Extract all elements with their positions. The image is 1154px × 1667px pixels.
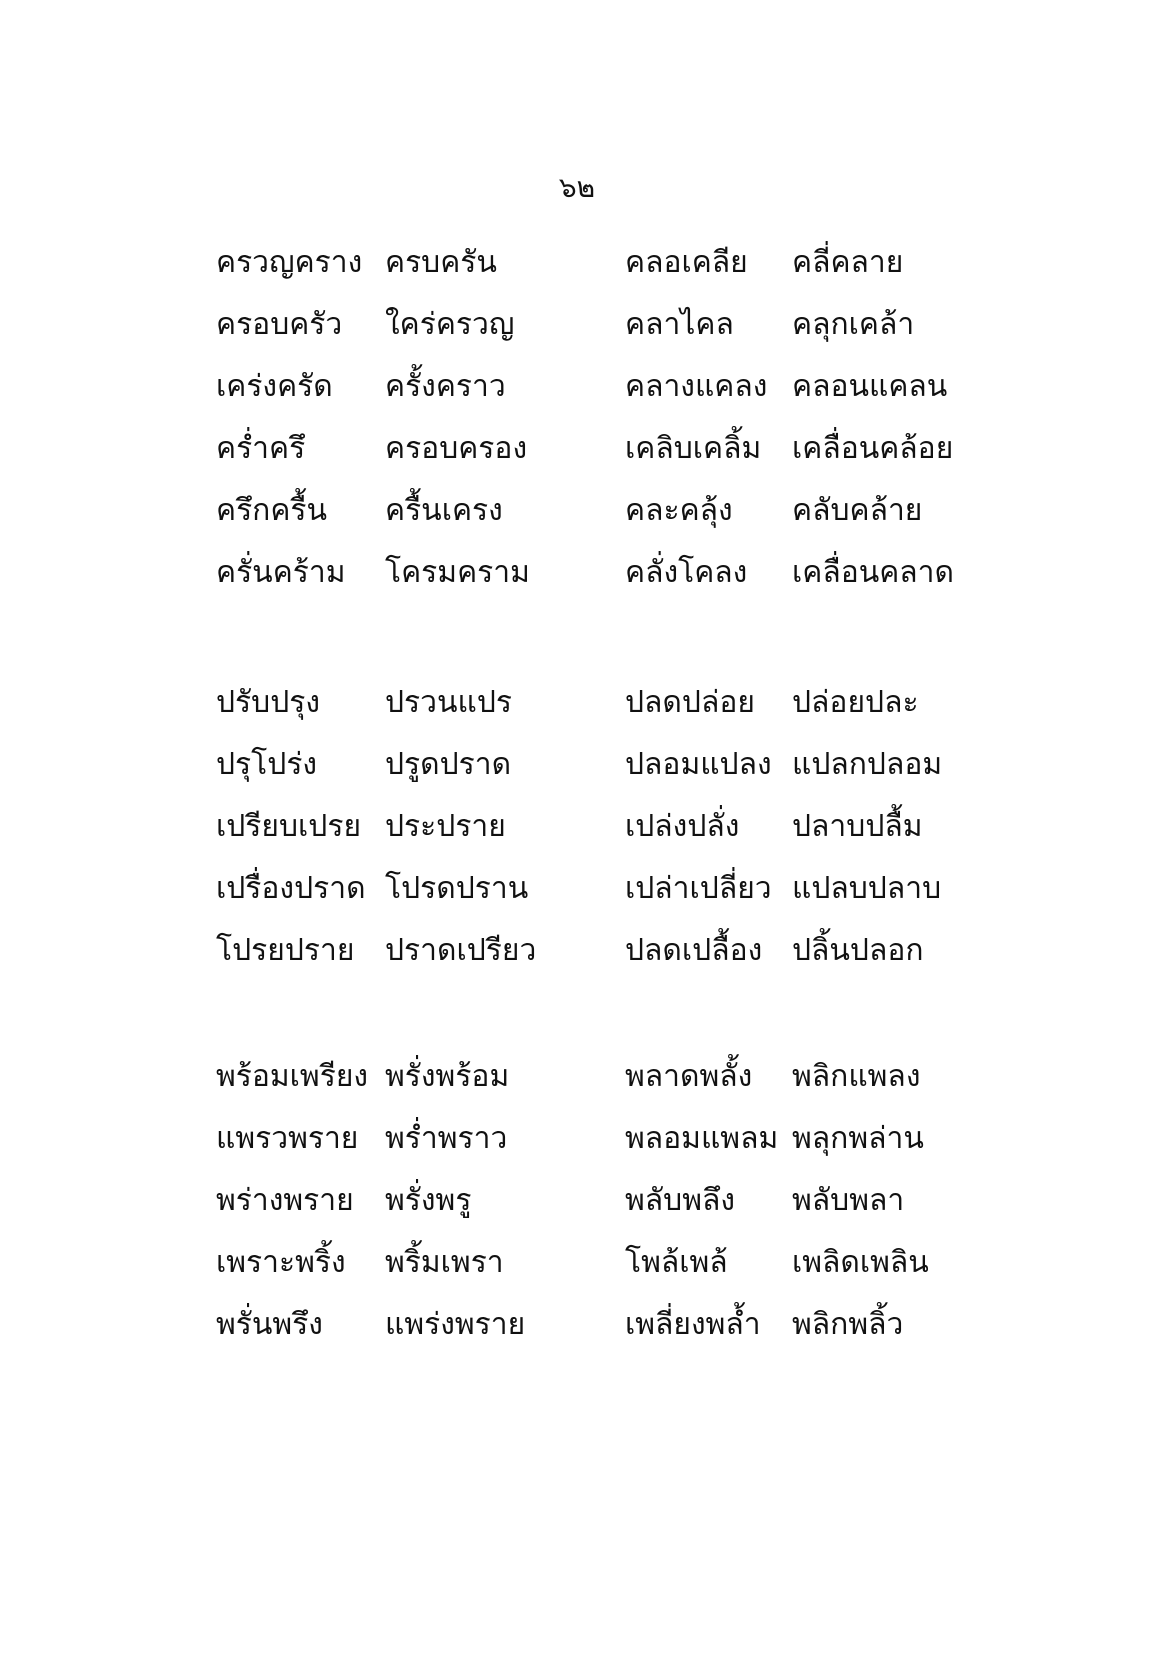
word-section-kr-kl (0, 232, 1154, 604)
word-row (0, 542, 1154, 604)
word-entry: ครวญคราง (216, 245, 363, 280)
word-entry: พลอมแพลม (625, 1121, 779, 1156)
word-entry: เคลิบเคลิ้ม (625, 431, 762, 466)
word-row (0, 920, 1154, 982)
word-section-phr-phl (0, 1046, 1154, 1356)
word-entry: พร่ำพราว (385, 1121, 508, 1156)
word-entry: เปล่าเปลี่ยว (625, 871, 772, 906)
word-entry: พรั่นพรึง (216, 1307, 323, 1342)
word-entry: แปลบปลาบ (792, 871, 942, 906)
word-row (0, 1046, 1154, 1108)
word-entry: ปรุโปร่ง (216, 747, 318, 782)
word-entry: โปรดปราน (385, 871, 529, 906)
word-row (0, 1170, 1154, 1232)
word-entry: คละคลุ้ง (625, 493, 733, 528)
word-entry: เคลื่อนคลาด (792, 555, 955, 590)
word-entry: ปรับปรุง (216, 685, 321, 720)
word-entry: ปลอมแปลง (625, 747, 772, 782)
word-entry: ปลาบปลื้ม (792, 809, 923, 844)
word-entry: พรั่งพร้อม (385, 1059, 510, 1094)
word-entry: โพล้เพล้ (625, 1245, 728, 1280)
word-row (0, 356, 1154, 418)
word-entry: เคลื่อนคล้อย (792, 431, 954, 466)
word-entry: คลุกเคล้า (792, 307, 915, 342)
word-entry: คลางแคลง (625, 369, 768, 404)
word-entry: คร่ำครึ (216, 431, 306, 466)
word-entry: ปล่อยปละ (792, 685, 919, 720)
word-entry: แพรวพราย (216, 1121, 359, 1156)
word-entry: ปลดเปลื้อง (625, 933, 763, 968)
word-entry: แปลกปลอม (792, 747, 943, 782)
word-entry: พลิกพลิ้ว (792, 1307, 904, 1342)
word-entry: คลอนแคลน (792, 369, 948, 404)
word-entry: ครั้งคราว (385, 369, 506, 404)
word-row (0, 672, 1154, 734)
word-entry: เพลี่ยงพล้ำ (625, 1307, 761, 1342)
word-entry: พลาดพลั้ง (625, 1059, 753, 1094)
word-row (0, 796, 1154, 858)
word-entry: เปรียบเปรย (216, 809, 362, 844)
word-entry: คลั่งโคลง (625, 555, 748, 590)
word-entry: พลิกแพลง (792, 1059, 921, 1094)
word-entry: คลอเคลีย (625, 245, 748, 280)
word-entry: แพร่งพราย (385, 1307, 526, 1342)
word-entry: เปรื่องปราด (216, 871, 366, 906)
word-entry: ปลดปล่อย (625, 685, 755, 720)
word-entry: ปรวนแปร (385, 685, 513, 720)
word-entry: พลับพลึง (625, 1183, 736, 1218)
word-entry: พลับพลา (792, 1183, 905, 1218)
word-row (0, 418, 1154, 480)
word-row (0, 1294, 1154, 1356)
word-entry: ครั่นคร้าม (216, 555, 346, 590)
word-entry: คลี่คลาย (792, 245, 904, 280)
word-entry: ครอบครอง (385, 431, 528, 466)
word-entry: ครอบครัว (216, 307, 343, 342)
word-entry: ครึกครื้น (216, 493, 328, 528)
word-entry: ครื้นเครง (385, 493, 503, 528)
word-entry: ใคร่ครวญ (385, 307, 515, 342)
word-entry: พลุกพล่าน (792, 1121, 924, 1156)
word-entry: ครบครัน (385, 245, 497, 280)
word-entry: พรั่งพรู (385, 1183, 472, 1218)
word-entry: พริ้มเพรา (385, 1245, 504, 1280)
word-entry: ประปราย (385, 809, 506, 844)
word-section-pr-pl (0, 672, 1154, 982)
word-row (0, 1108, 1154, 1170)
page-number: ๖๒ (558, 171, 596, 204)
word-entry: โปรยปราย (216, 933, 355, 968)
word-row (0, 232, 1154, 294)
word-row (0, 294, 1154, 356)
word-entry: ปรูดปราด (385, 747, 512, 782)
word-entry: เปล่งปลั่ง (625, 809, 740, 844)
word-entry: ปราดเปรียว (385, 933, 537, 968)
word-entry: เพลิดเพลิน (792, 1245, 929, 1280)
word-row (0, 734, 1154, 796)
word-entry: ปลิ้นปลอก (792, 933, 924, 968)
word-entry: พร่างพราย (216, 1183, 354, 1218)
word-entry: โครมคราม (385, 555, 530, 590)
word-row (0, 480, 1154, 542)
word-entry: พร้อมเพรียง (216, 1059, 369, 1094)
word-row (0, 1232, 1154, 1294)
word-entry: เพราะพริ้ง (216, 1245, 346, 1280)
word-row (0, 858, 1154, 920)
word-entry: คลับคล้าย (792, 493, 923, 528)
word-entry: เคร่งครัด (216, 369, 333, 404)
word-entry: คลาไคล (625, 307, 734, 342)
